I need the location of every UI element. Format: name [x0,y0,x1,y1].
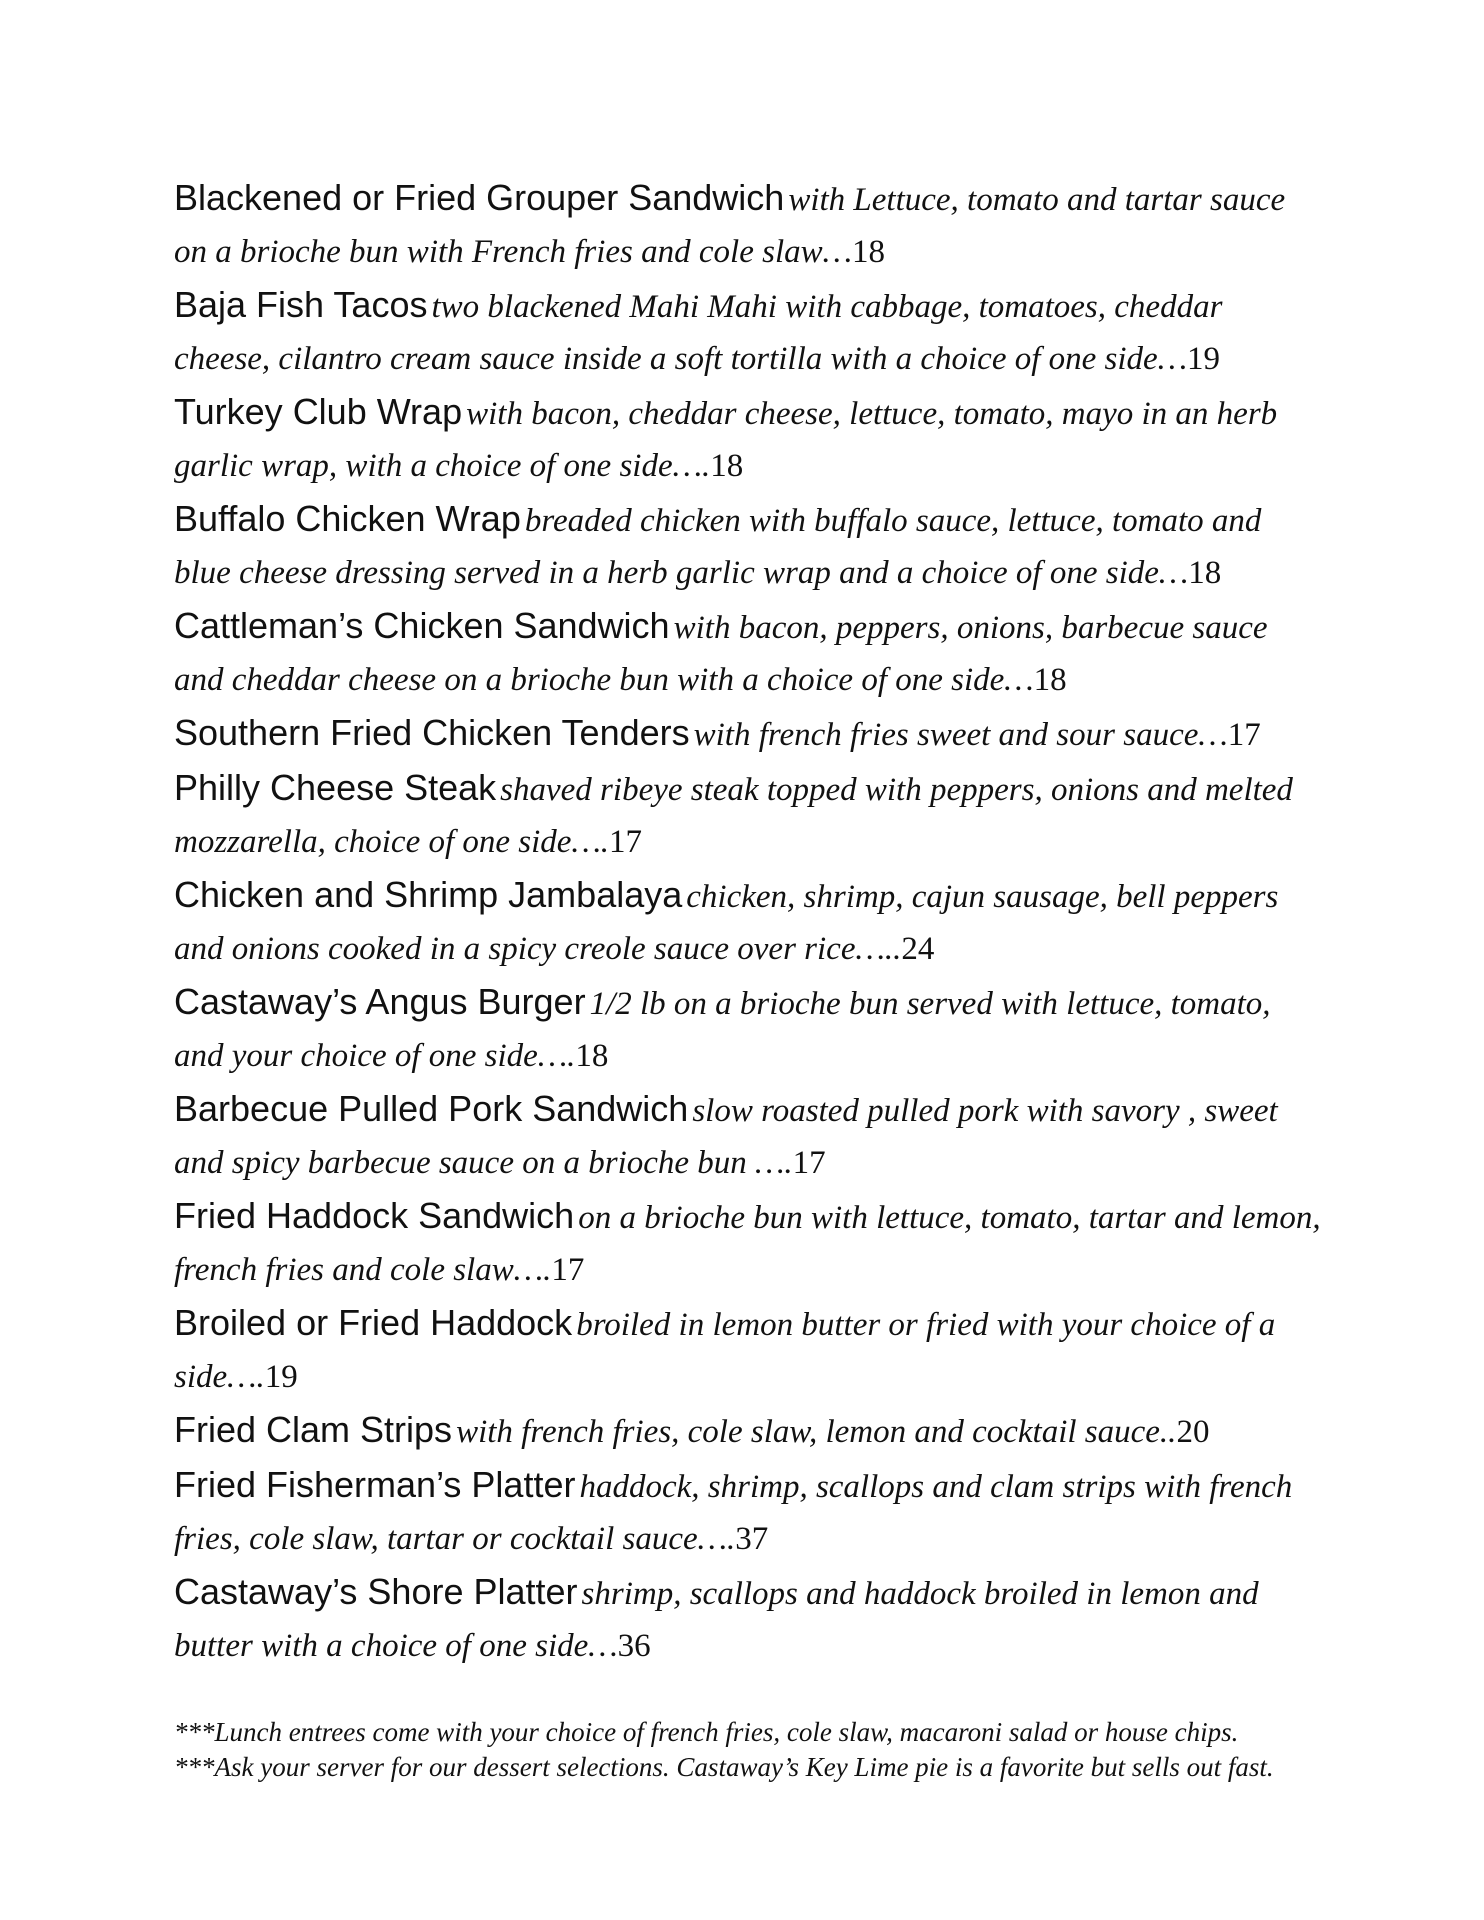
menu-item-name: Castaway’s Angus Burger [174,981,586,1022]
menu-item-price: 36 [617,1628,651,1664]
menu-item-name: Turkey Club Wrap [174,391,463,432]
menu-item-price: 17 [609,824,643,860]
menu-item-description: with Lettuce, tomato and tartar sauce on a brioche bun with French fries and cole slaw… [174,182,1286,270]
menu-item-price: 24 [901,931,935,967]
menu-list [174,174,1324,1675]
menu-item-description: slow roasted pulled pork with savory , sweet and spicy barbecue sauce on a brioche bun …. [174,1093,1278,1181]
menu-note: ***Ask your server for our dessert selections. Castaway’s Key Lime pie is a favorite but sells out fast. [174,1752,1274,1782]
menu-item-description: broiled in lemon butter or fried with your choice of a side…. [174,1307,1276,1395]
menu-item-price: 18 [710,448,744,484]
menu-item-description: shaved ribeye steak topped with peppers, onions and melted mozzarella, choice of one side…. [174,772,1293,860]
menu-item-name: Barbecue Pulled Pork Sandwich [174,1088,689,1129]
menu-item-description: two blackened Mahi Mahi with cabbage, tomatoes, cheddar cheese, cilantro cream sauce inside a soft tortilla with a choice of one side… [174,289,1223,377]
menu-item [174,1461,1324,1568]
menu-item-description: 1/2 lb on a brioche bun served with lettuce, tomato, and your choice of one side…. [174,986,1271,1074]
menu-item-price: 20 [1176,1414,1210,1450]
menu-item-name: Buffalo Chicken Wrap [174,498,521,539]
menu-item-price: 18 [575,1038,609,1074]
menu-item-name: Chicken and Shrimp Jambalaya [174,874,683,915]
menu-item-description: shrimp, scallops and haddock broiled in lemon and butter with a choice of one side… [174,1576,1259,1664]
menu-page [174,174,1324,1785]
menu-item-name: Philly Cheese Steak [174,767,497,808]
menu-item [174,495,1324,602]
menu-item-price: 19 [1187,341,1221,377]
menu-item [174,1085,1324,1192]
menu-item [174,1299,1324,1406]
menu-item-description: with french fries sweet and sour sauce… [693,717,1228,753]
menu-item [174,1192,1324,1299]
menu-item [174,281,1324,388]
menu-item-name: Broiled or Fried Haddock [174,1302,573,1343]
menu-item [174,764,1324,871]
menu-item-price: 17 [1227,717,1261,753]
menu-item [174,709,1324,764]
menu-item-price: 18 [1188,555,1222,591]
menu-item [174,602,1324,709]
menu-item-description: on a brioche bun with lettuce, tomato, tartar and lemon, french fries and cole slaw…. [174,1200,1321,1288]
menu-item [174,978,1324,1085]
menu-item-description: with bacon, peppers, onions, barbecue sauce and cheddar cheese on a brioche bun with a choice of one side… [174,610,1268,698]
menu-item-name: Southern Fried Chicken Tenders [174,712,690,753]
menu-item-price: 17 [792,1145,826,1181]
menu-item [174,1406,1324,1461]
menu-item-name: Fried Fisherman’s Platter [174,1464,576,1505]
menu-item [174,174,1324,281]
menu-item-price: 37 [735,1521,769,1557]
menu-note: ***Lunch entrees come with your choice of french fries, cole slaw, macaroni salad or house chips. [174,1717,1239,1747]
menu-item-name: Baja Fish Tacos [174,284,428,325]
menu-item-price: 19 [264,1359,298,1395]
menu-notes [174,1715,1324,1785]
menu-item-description: with bacon, cheddar cheese, lettuce, tomato, mayo in an herb garlic wrap, with a choice of one side…. [174,396,1278,484]
menu-item [174,871,1324,978]
menu-item-description: haddock, shrimp, scallops and clam strips with french fries, cole slaw, tartar or cocktail sauce…. [174,1469,1293,1557]
menu-item [174,388,1324,495]
menu-item-name: Cattleman’s Chicken Sandwich [174,605,670,646]
menu-item-description: breaded chicken with buffalo sauce, lettuce, tomato and blue cheese dressing served in a herb garlic wrap and a choice of one side… [174,503,1262,591]
menu-item-name: Fried Haddock Sandwich [174,1195,575,1236]
menu-item-name: Castaway’s Shore Platter [174,1571,578,1612]
menu-item-name: Fried Clam Strips [174,1409,453,1450]
menu-item-description: chicken, shrimp, cajun sausage, bell peppers and onions cooked in a spicy creole sauce over rice….. [174,879,1279,967]
menu-item-name: Blackened or Fried Grouper Sandwich [174,177,785,218]
menu-item-price: 18 [851,234,885,270]
menu-item [174,1568,1324,1675]
menu-item-price: 17 [551,1252,585,1288]
menu-item-price: 18 [1033,662,1067,698]
menu-item-description: with french fries, cole slaw, lemon and cocktail sauce.. [456,1414,1177,1450]
